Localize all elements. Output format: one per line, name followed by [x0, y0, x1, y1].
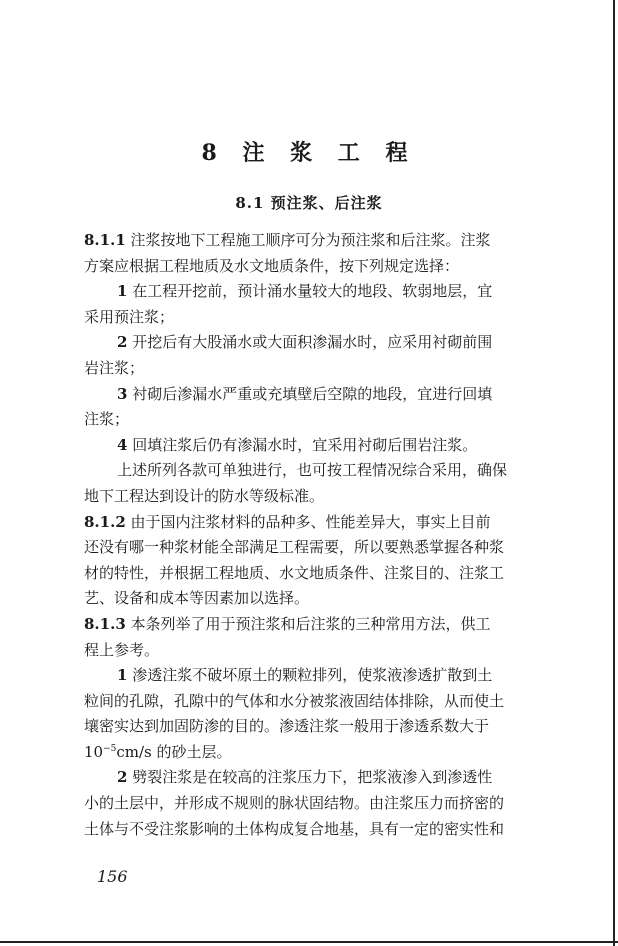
paragraph-8-1-2-line-1	[84, 510, 578, 536]
method-1-line-1	[84, 663, 578, 689]
page-edge-bottom	[0, 941, 618, 943]
clause-number: 8.1.1	[84, 231, 126, 249]
item-number: 1	[117, 282, 128, 301]
method-2-line-3: 土体与不受注浆影响的土体构成复合地基，具有一定的密实性和	[84, 819, 505, 838]
item-number: 3	[117, 384, 128, 403]
exponent-base: 10	[84, 742, 104, 761]
item-text: 开挖后有大股涌水或大面积渗漏水时，应采用衬砌前围	[127, 333, 493, 352]
paragraph-8-1-1-line-1	[84, 228, 578, 254]
chapter-title: 8 注 浆 工 程	[201, 140, 417, 166]
method-1-line-3: 壤密实达到加固防渗的目的。渗透注浆一般用于渗透系数大于	[84, 717, 490, 736]
paragraph-8-1-1-line-2: 方案应根据工程地质及水文地质条件，按下列规定选择：	[84, 256, 460, 275]
paragraph-summary-line-1: 上述所列各款可单独进行，也可按工程情况综合采用，确保	[117, 461, 508, 480]
paragraph-8-1-2-line-4: 艺、设备和成本等因素加以选择。	[84, 589, 310, 608]
page-number: 156	[97, 867, 128, 886]
clause-number: 8.1.3	[84, 614, 126, 633]
item-1-line-1	[84, 279, 578, 305]
item-number: 4	[117, 435, 128, 454]
method-1-line-2: 粒间的孔隙，孔隙中的气体和水分被浆液固结体排除，从而使土	[84, 691, 505, 710]
item-number: 2	[117, 768, 128, 787]
item-2-line-2: 岩注浆；	[84, 358, 145, 377]
item-text: 在工程开挖前，预计涌水量较大的地段、软弱地层，宜	[127, 282, 493, 301]
item-1-line-2: 采用预注浆；	[84, 307, 175, 326]
item-3-line-2: 注浆；	[84, 410, 130, 429]
clause-text: 注浆按地下工程施工顺序可分为预注浆和后注浆。注浆	[125, 231, 491, 249]
paragraph-8-1-3-line-1	[84, 612, 578, 638]
item-number: 1	[117, 666, 128, 685]
item-text: 衬砌后渗漏水严重或充填壁后空隙的地段，宜进行回填	[127, 384, 493, 403]
item-text: 劈裂注浆是在较高的注浆压力下，把浆液渗入到渗透性	[127, 768, 493, 787]
paragraph-8-1-2-line-3: 材的特性，并根据工程地质、水文地质条件、注浆目的、注浆工	[84, 563, 505, 582]
clause-text: 由于国内注浆材料的品种多、性能差异大，事实上目前	[125, 512, 491, 531]
paragraph-summary-line-2: 地下工程达到设计的防水等级标准。	[84, 486, 325, 505]
section-title: 8.1 预注浆、后注浆	[235, 194, 383, 212]
clause-number: 8.1.2	[84, 512, 126, 531]
unit-text: cm/s 的砂土层。	[116, 742, 232, 761]
item-2-line-1	[84, 330, 578, 356]
paragraph-8-1-2-line-2: 还没有哪一种浆材能全部满足工程需要，所以要熟悉掌握各种浆	[84, 538, 505, 557]
item-number: 2	[117, 333, 128, 352]
method-1-line-4	[84, 740, 578, 766]
item-text: 渗透注浆不破坏原土的颗粒排列，使浆液渗透扩散到土	[127, 666, 493, 685]
clause-text: 本条列举了用于预注浆和后注浆的三种常用方法，供工	[125, 614, 491, 633]
item-4-line-1	[84, 433, 578, 459]
method-2-line-1	[84, 765, 578, 791]
item-3-line-1	[84, 382, 578, 408]
body-text	[84, 228, 578, 842]
paragraph-8-1-3-line-2: 程上参考。	[84, 640, 160, 659]
method-2-line-2: 小的土层中，并形成不规则的脉状固结物。由注浆压力而挤密的	[84, 794, 505, 813]
exponent: −5	[103, 743, 117, 754]
item-text: 回填注浆后仍有渗漏水时，宜采用衬砌后围岩注浆。	[127, 435, 478, 454]
